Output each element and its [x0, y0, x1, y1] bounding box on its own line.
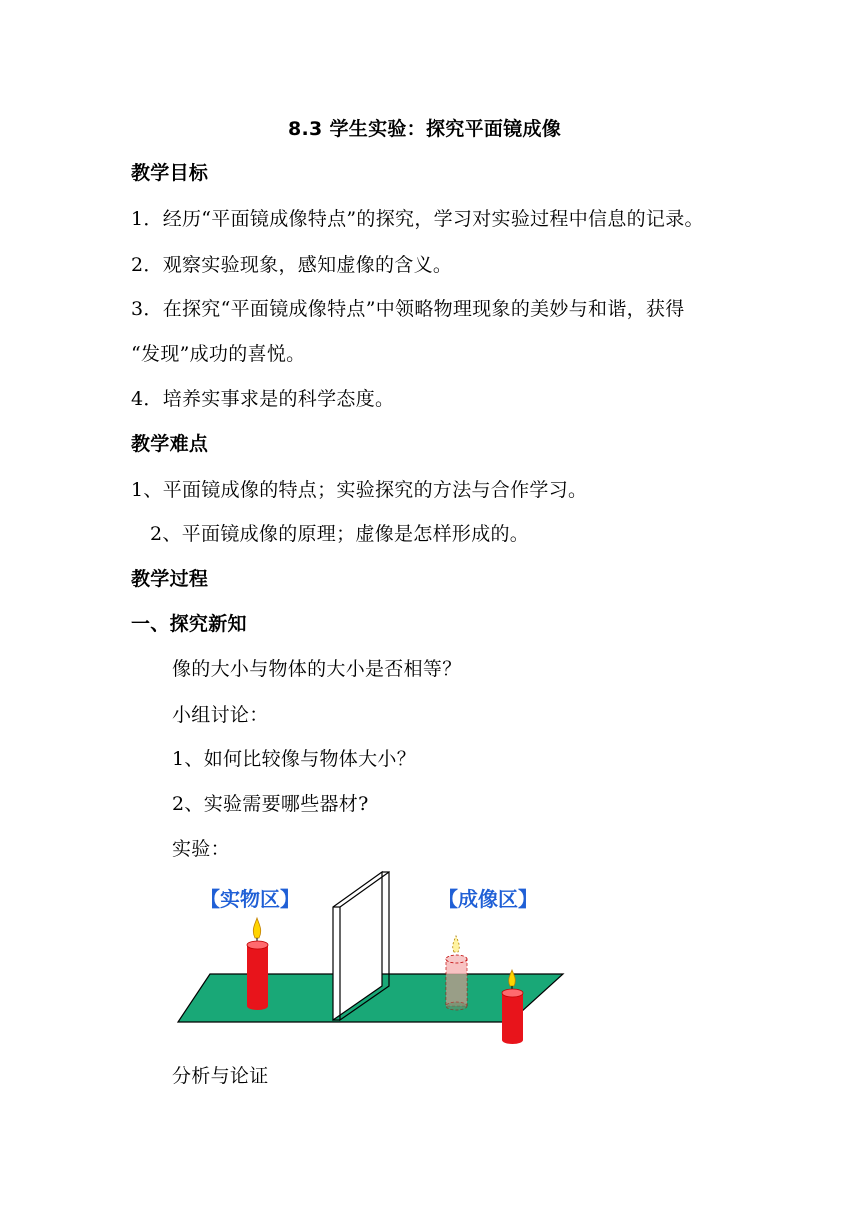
objective-item-2: 2．观察实验现象，感知虚像的含义。 [131, 254, 453, 276]
label-real-object-zone: 【实物区】 [200, 887, 300, 911]
section-1-heading: 一、探究新知 [131, 613, 247, 635]
label-image-zone: 【成像区】 [438, 887, 538, 911]
objective-item-1: 1．经历“平面镜成像特点”的探究，学习对实验过程中信息的记录。 [131, 208, 704, 230]
difficulties-heading: 教学难点 [131, 433, 209, 455]
plane-mirror-experiment-figure [170, 866, 570, 1050]
section-1-line-4: 2、实验需要哪些器材? [172, 793, 369, 815]
section-1-line-2: 小组讨论： [172, 704, 269, 726]
real-candle [247, 918, 268, 1010]
difficulty-item-2: 2、平面镜成像的原理；虚像是怎样形成的。 [150, 523, 530, 545]
section-1-line-5: 实验： [172, 838, 230, 860]
virtual-image-candle [446, 936, 467, 1010]
analysis-heading: 分析与论证 [172, 1065, 269, 1087]
objective-item-4: 4．培养实事求是的科学态度。 [131, 388, 395, 410]
process-heading: 教学过程 [131, 568, 209, 590]
objective-item-3: 3．在探究“平面镜成像特点”中领略物理现象的美妙与和谐，获得 [131, 298, 685, 320]
section-1-line-3: 1、如何比较像与物体大小？ [172, 748, 416, 770]
objective-item-3-continued: “发现”成功的喜悦。 [131, 343, 306, 365]
objectives-heading: 教学目标 [131, 162, 209, 184]
difficulty-item-1: 1、平面镜成像的特点；实验探究的方法与合作学习。 [131, 479, 588, 501]
document-title: 8.3 学生实验：探究平面镜成像 [288, 118, 562, 140]
section-1-line-1: 像的大小与物体的大小是否相等？ [172, 658, 462, 680]
